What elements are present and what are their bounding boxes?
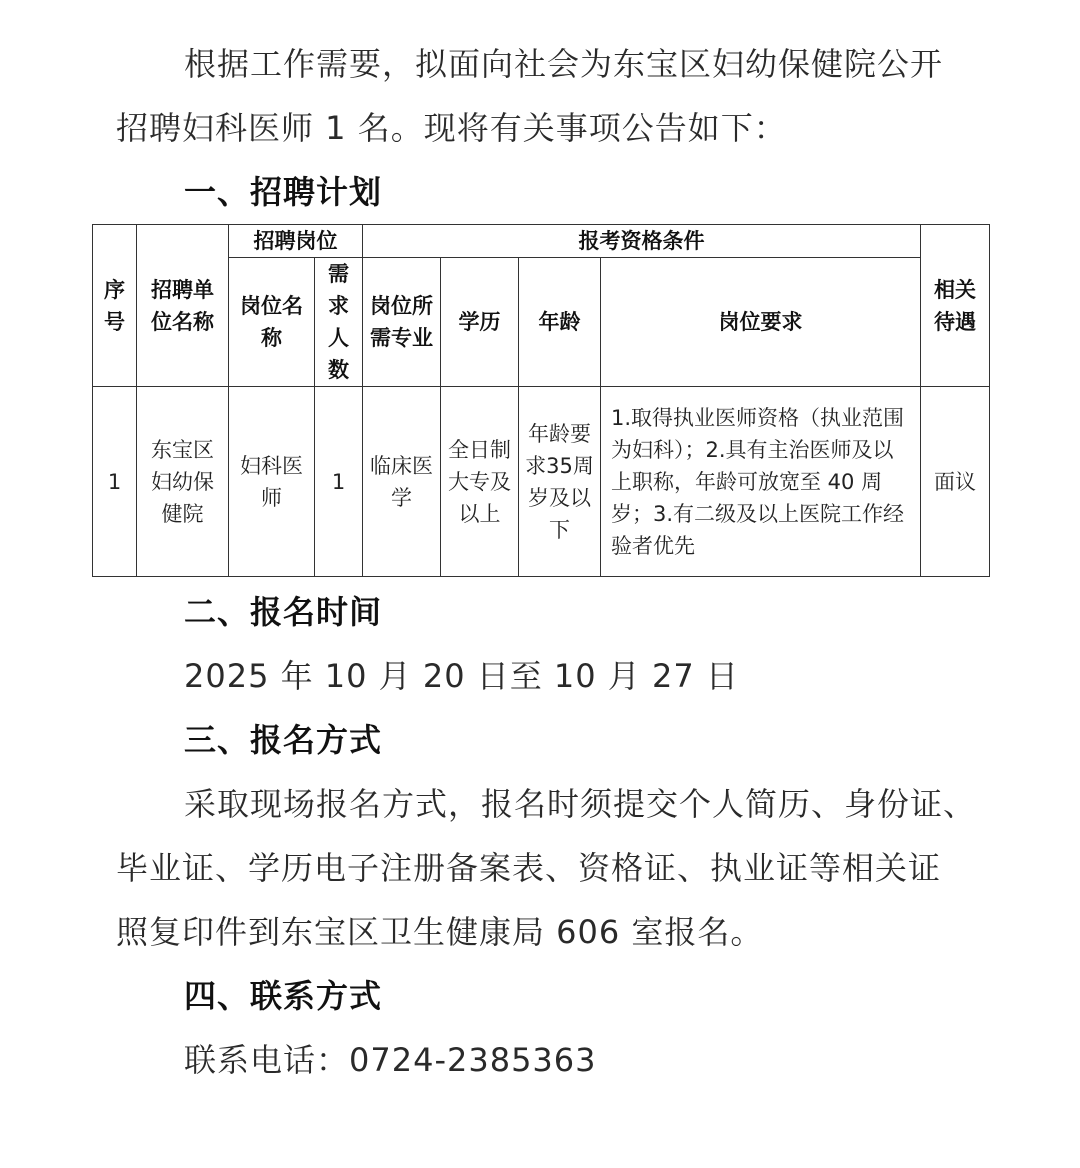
section-heading-plan: 一、招聘计划 [184,173,383,211]
header-major: 岗位所需专业 [363,258,441,387]
intro-line-2: 招聘妇科医师 1 名。现将有关事项公告如下： [116,109,787,147]
cell-unit: 东宝区妇幼保健院 [137,387,229,577]
intro-line-1: 根据工作需要，拟面向社会为东宝区妇幼保健院公开 [184,45,944,83]
section-heading-time: 二、报名时间 [184,593,383,631]
header-unit: 招聘单位名称 [137,225,229,387]
table-header-row-1 [93,225,990,258]
header-requirements: 岗位要求 [601,258,921,387]
section-heading-contact: 四、联系方式 [184,977,383,1015]
contact-phone: 联系电话：0724-2385363 [184,1041,597,1079]
cell-education: 全日制大专及以上 [441,387,519,577]
header-qualification-group: 报考资格条件 [363,225,921,258]
header-position-name: 岗位名称 [229,258,315,387]
cell-requirements: 1.取得执业医师资格（执业范围为妇科）；2.具有主治医师及以上职称，年龄可放宽至 40 周岁；3.有二级及以上医院工作经验者优先 [601,387,921,577]
method-line-3: 照复印件到东宝区卫生健康局 606 室报名。 [116,913,764,951]
cell-serial: 1 [93,387,137,577]
section-heading-method: 三、报名方式 [184,721,383,759]
header-headcount: 需求人数 [315,258,363,387]
header-age: 年龄 [519,258,601,387]
cell-age: 年龄要求35周岁及以下 [519,387,601,577]
table-row [93,387,990,577]
header-benefits: 相关待遇 [921,225,990,387]
method-line-2: 毕业证、学历电子注册备案表、资格证、执业证等相关证 [116,849,942,887]
header-education: 学历 [441,258,519,387]
cell-headcount: 1 [315,387,363,577]
header-position-group: 招聘岗位 [229,225,363,258]
cell-benefits: 面议 [921,387,990,577]
cell-major: 临床医学 [363,387,441,577]
header-serial: 序号 [93,225,137,387]
method-line-1: 采取现场报名方式，报名时须提交个人简历、身份证、 [184,785,977,823]
registration-dates: 2025 年 10 月 20 日至 10 月 27 日 [184,657,739,695]
recruitment-plan-table [92,224,990,577]
cell-position-name: 妇科医师 [229,387,315,577]
